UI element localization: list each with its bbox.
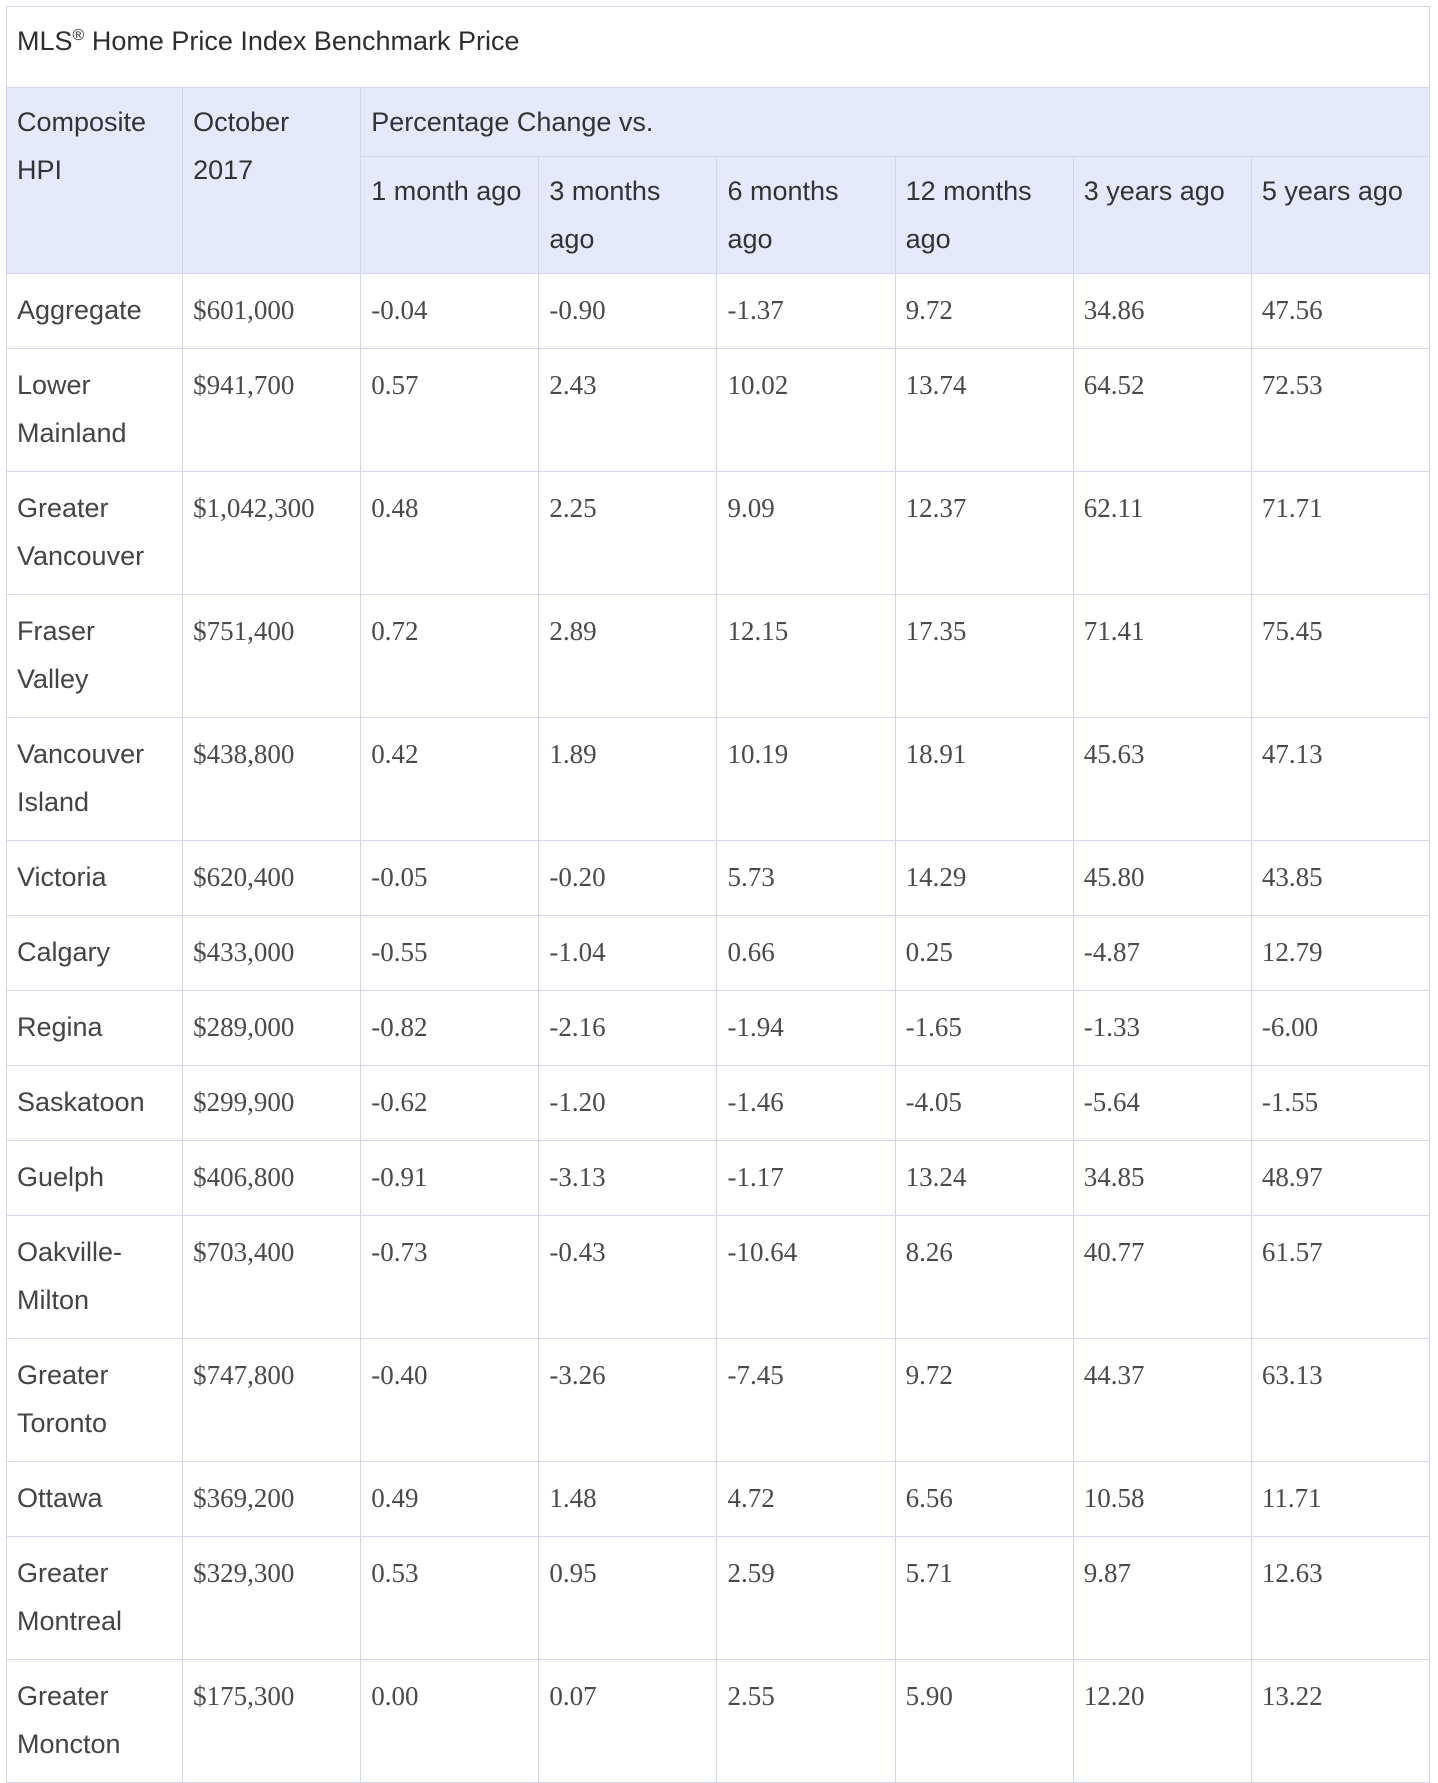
price-cell: $175,300: [183, 1660, 361, 1783]
pct-change-cell: 0.07: [539, 1660, 717, 1783]
region-cell: Victoria: [7, 841, 183, 916]
price-cell: $329,300: [183, 1537, 361, 1660]
pct-change-cell: -0.20: [539, 841, 717, 916]
pct-change-cell: 9.09: [717, 472, 895, 595]
header-period: 1 month ago: [361, 157, 539, 274]
price-cell: $299,900: [183, 1066, 361, 1141]
pct-change-cell: -0.90: [539, 274, 717, 349]
pct-change-cell: 71.41: [1073, 595, 1251, 718]
pct-change-cell: -0.43: [539, 1216, 717, 1339]
price-cell: $289,000: [183, 991, 361, 1066]
table-row: [7, 349, 1430, 472]
price-cell: $620,400: [183, 841, 361, 916]
table-caption: [7, 7, 1430, 88]
table-row: [7, 595, 1430, 718]
pct-change-cell: 61.57: [1251, 1216, 1429, 1339]
price-cell: $747,800: [183, 1339, 361, 1462]
header-period: 3 years ago: [1073, 157, 1251, 274]
pct-change-cell: -7.45: [717, 1339, 895, 1462]
pct-change-cell: 13.22: [1251, 1660, 1429, 1783]
table-row: [7, 1660, 1430, 1783]
pct-change-cell: 45.80: [1073, 841, 1251, 916]
pct-change-cell: 2.25: [539, 472, 717, 595]
pct-change-cell: 47.56: [1251, 274, 1429, 349]
registered-mark: ®: [72, 27, 85, 44]
table-row: [7, 1141, 1430, 1216]
pct-change-cell: -1.55: [1251, 1066, 1429, 1141]
pct-change-cell: 2.89: [539, 595, 717, 718]
pct-change-cell: -0.91: [361, 1141, 539, 1216]
price-cell: $369,200: [183, 1462, 361, 1537]
table-row: [7, 1537, 1430, 1660]
pct-change-cell: -0.40: [361, 1339, 539, 1462]
pct-change-cell: 71.71: [1251, 472, 1429, 595]
pct-change-cell: 9.72: [895, 274, 1073, 349]
pct-change-cell: 0.42: [361, 718, 539, 841]
pct-change-cell: 12.37: [895, 472, 1073, 595]
pct-change-cell: 72.53: [1251, 349, 1429, 472]
pct-change-cell: -5.64: [1073, 1066, 1251, 1141]
pct-change-cell: 0.57: [361, 349, 539, 472]
pct-change-cell: 1.48: [539, 1462, 717, 1537]
pct-change-cell: 9.72: [895, 1339, 1073, 1462]
header-month: October 2017: [183, 88, 361, 274]
region-cell: Aggregate: [7, 274, 183, 349]
pct-change-cell: 10.19: [717, 718, 895, 841]
pct-change-cell: -0.73: [361, 1216, 539, 1339]
pct-change-cell: 14.29: [895, 841, 1073, 916]
pct-change-cell: -3.13: [539, 1141, 717, 1216]
pct-change-cell: 2.59: [717, 1537, 895, 1660]
region-cell: Calgary: [7, 916, 183, 991]
header-period: 6 months ago: [717, 157, 895, 274]
region-cell: Greater Vancouver: [7, 472, 183, 595]
price-cell: $438,800: [183, 718, 361, 841]
pct-change-cell: -0.62: [361, 1066, 539, 1141]
pct-change-cell: -1.37: [717, 274, 895, 349]
price-cell: $751,400: [183, 595, 361, 718]
pct-change-cell: 40.77: [1073, 1216, 1251, 1339]
region-cell: Regina: [7, 991, 183, 1066]
pct-change-cell: 11.71: [1251, 1462, 1429, 1537]
pct-change-cell: -1.33: [1073, 991, 1251, 1066]
pct-change-cell: -0.05: [361, 841, 539, 916]
region-cell: Greater Moncton: [7, 1660, 183, 1783]
pct-change-cell: 0.48: [361, 472, 539, 595]
pct-change-cell: -4.05: [895, 1066, 1073, 1141]
price-cell: $1,042,300: [183, 472, 361, 595]
pct-change-cell: 5.90: [895, 1660, 1073, 1783]
header-composite-hpi: Composite HPI: [7, 88, 183, 274]
table-row: [7, 841, 1430, 916]
region-cell: Saskatoon: [7, 1066, 183, 1141]
header-period: 5 years ago: [1251, 157, 1429, 274]
table-row: [7, 1066, 1430, 1141]
pct-change-cell: 62.11: [1073, 472, 1251, 595]
region-cell: Fraser Valley: [7, 595, 183, 718]
pct-change-cell: -1.65: [895, 991, 1073, 1066]
price-cell: $601,000: [183, 274, 361, 349]
pct-change-cell: 12.20: [1073, 1660, 1251, 1783]
region-cell: Greater Montreal: [7, 1537, 183, 1660]
pct-change-cell: 63.13: [1251, 1339, 1429, 1462]
price-cell: $433,000: [183, 916, 361, 991]
table-row: [7, 274, 1430, 349]
pct-change-cell: 0.49: [361, 1462, 539, 1537]
pct-change-cell: 10.02: [717, 349, 895, 472]
pct-change-cell: 0.25: [895, 916, 1073, 991]
pct-change-cell: 6.56: [895, 1462, 1073, 1537]
price-cell: $941,700: [183, 349, 361, 472]
pct-change-cell: -1.17: [717, 1141, 895, 1216]
table-header: [7, 7, 1430, 274]
pct-change-cell: 43.85: [1251, 841, 1429, 916]
pct-change-cell: 48.97: [1251, 1141, 1429, 1216]
pct-change-cell: 8.26: [895, 1216, 1073, 1339]
region-cell: Greater Toronto: [7, 1339, 183, 1462]
pct-change-cell: 9.87: [1073, 1537, 1251, 1660]
pct-change-cell: 0.66: [717, 916, 895, 991]
pct-change-cell: 0.00: [361, 1660, 539, 1783]
pct-change-cell: 13.74: [895, 349, 1073, 472]
table-row: [7, 991, 1430, 1066]
pct-change-cell: 18.91: [895, 718, 1073, 841]
table-row: [7, 916, 1430, 991]
pct-change-cell: -0.82: [361, 991, 539, 1066]
hpi-table: [6, 6, 1430, 1783]
pct-change-cell: 0.95: [539, 1537, 717, 1660]
table-body: [7, 274, 1430, 1783]
caption-prefix: MLS: [17, 26, 73, 56]
table-row: [7, 718, 1430, 841]
pct-change-cell: -2.16: [539, 991, 717, 1066]
pct-change-cell: 5.71: [895, 1537, 1073, 1660]
pct-change-cell: 45.63: [1073, 718, 1251, 841]
pct-change-cell: 64.52: [1073, 349, 1251, 472]
pct-change-cell: -1.94: [717, 991, 895, 1066]
table-row: [7, 1216, 1430, 1339]
pct-change-cell: 10.58: [1073, 1462, 1251, 1537]
table-row: [7, 1339, 1430, 1462]
pct-change-cell: 17.35: [895, 595, 1073, 718]
region-cell: Vancouver Island: [7, 718, 183, 841]
pct-change-cell: -0.55: [361, 916, 539, 991]
pct-change-cell: 13.24: [895, 1141, 1073, 1216]
pct-change-cell: 0.72: [361, 595, 539, 718]
header-period: 3 months ago: [539, 157, 717, 274]
pct-change-cell: -0.04: [361, 274, 539, 349]
header-period: 12 months ago: [895, 157, 1073, 274]
pct-change-cell: -10.64: [717, 1216, 895, 1339]
caption-suffix: Home Price Index Benchmark Price: [84, 26, 520, 56]
region-cell: Oakville-Milton: [7, 1216, 183, 1339]
region-cell: Ottawa: [7, 1462, 183, 1537]
pct-change-cell: 34.86: [1073, 274, 1251, 349]
header-percentage-change: Percentage Change vs.: [361, 88, 1430, 157]
price-cell: $703,400: [183, 1216, 361, 1339]
pct-change-cell: 4.72: [717, 1462, 895, 1537]
table-row: [7, 1462, 1430, 1537]
region-cell: Lower Mainland: [7, 349, 183, 472]
pct-change-cell: 5.73: [717, 841, 895, 916]
pct-change-cell: -1.04: [539, 916, 717, 991]
price-cell: $406,800: [183, 1141, 361, 1216]
pct-change-cell: 34.85: [1073, 1141, 1251, 1216]
pct-change-cell: 75.45: [1251, 595, 1429, 718]
pct-change-cell: -4.87: [1073, 916, 1251, 991]
table-row: [7, 472, 1430, 595]
pct-change-cell: -3.26: [539, 1339, 717, 1462]
pct-change-cell: 2.55: [717, 1660, 895, 1783]
hpi-table-container: [6, 6, 1430, 1783]
pct-change-cell: 12.63: [1251, 1537, 1429, 1660]
pct-change-cell: 1.89: [539, 718, 717, 841]
pct-change-cell: 0.53: [361, 1537, 539, 1660]
pct-change-cell: 47.13: [1251, 718, 1429, 841]
pct-change-cell: -1.46: [717, 1066, 895, 1141]
pct-change-cell: 12.79: [1251, 916, 1429, 991]
pct-change-cell: -6.00: [1251, 991, 1429, 1066]
pct-change-cell: 44.37: [1073, 1339, 1251, 1462]
pct-change-cell: 12.15: [717, 595, 895, 718]
region-cell: Guelph: [7, 1141, 183, 1216]
pct-change-cell: 2.43: [539, 349, 717, 472]
pct-change-cell: -1.20: [539, 1066, 717, 1141]
